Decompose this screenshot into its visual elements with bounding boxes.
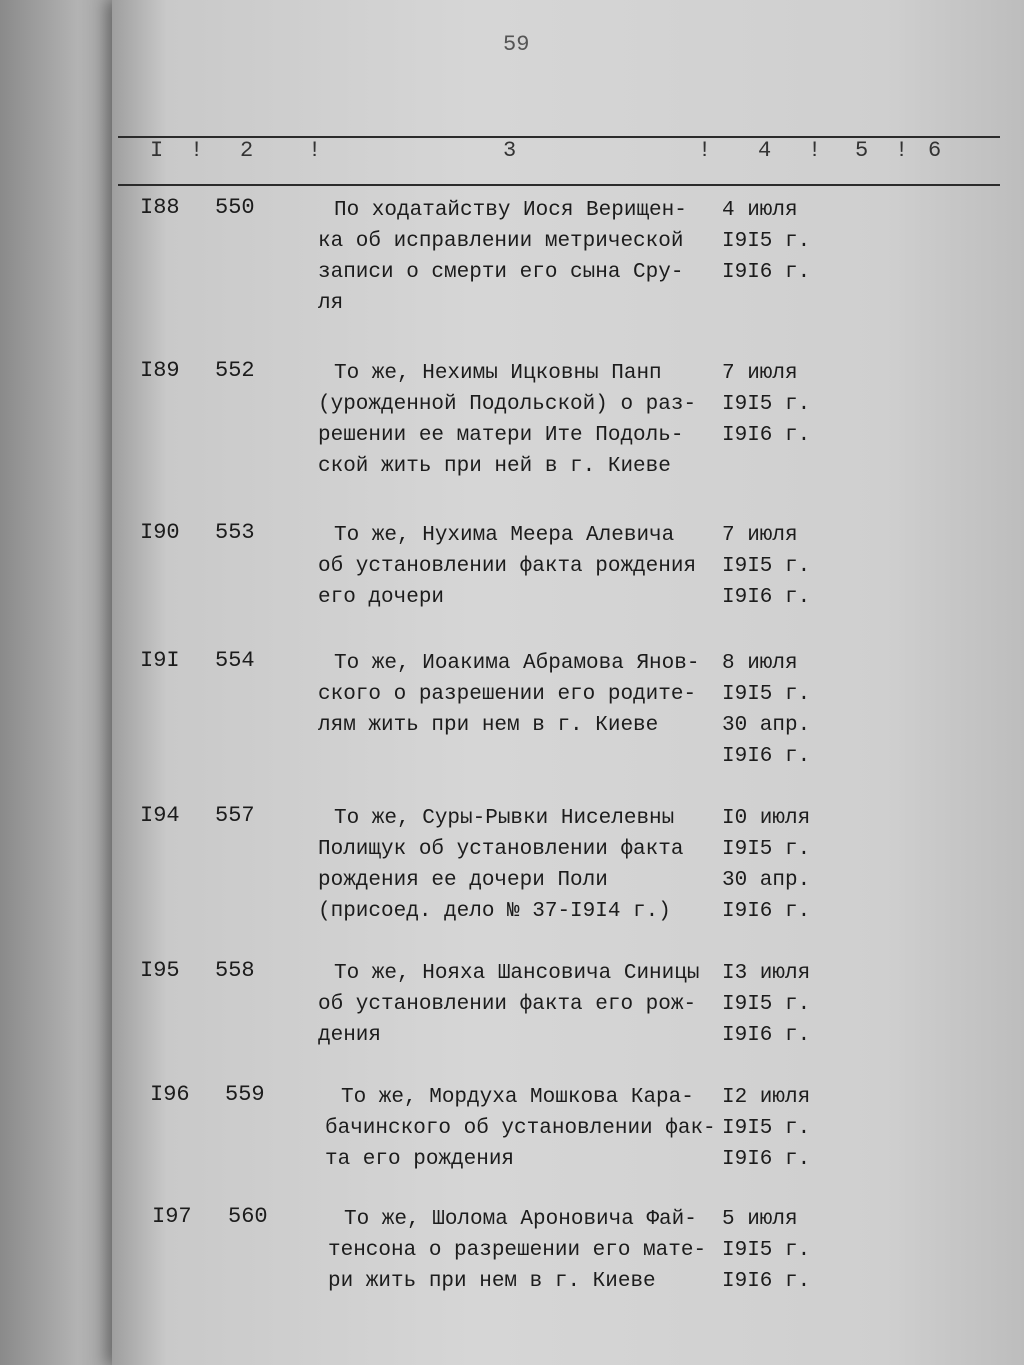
- description-line: записи о смерти его сына Сру-: [318, 261, 684, 284]
- date-line: I9I5 г.: [722, 1117, 811, 1140]
- date-line: I9I5 г.: [722, 230, 811, 253]
- row-dates: [722, 803, 810, 927]
- description-line: То же, Суры-Рывки Ниселевны: [334, 807, 675, 830]
- date-line: I3 июля: [722, 962, 811, 985]
- row-dates: [722, 958, 810, 1051]
- description-line: дения: [318, 1024, 382, 1047]
- row-number: I9I: [140, 648, 180, 673]
- description-line: (присоед. дело № 37-I9I4 г.): [318, 900, 671, 923]
- description-line: об установлении факта рождения: [318, 555, 697, 578]
- column-separator: !: [308, 138, 322, 163]
- column-separator: !: [190, 138, 204, 163]
- row-dates: [722, 1082, 810, 1175]
- column-header-4: 4: [758, 138, 772, 163]
- column-header-3: 3: [503, 138, 517, 163]
- description-line: ри жить при нем в г. Киеве: [328, 1270, 656, 1293]
- row-number: I95: [140, 958, 180, 983]
- description-line: решении ее матери Ите Подоль-: [318, 424, 684, 447]
- row-description: [318, 648, 718, 741]
- description-line: тенсона о разрешении его мате-: [328, 1239, 707, 1262]
- date-line: I9I6 г.: [722, 261, 811, 284]
- date-line: I9I5 г.: [722, 555, 811, 578]
- date-line: I9I5 г.: [722, 993, 811, 1016]
- description-line: бачинского об установлении фак-: [325, 1117, 716, 1140]
- row-description: [328, 1204, 728, 1297]
- description-line: ка об исправлении метрической: [318, 230, 684, 253]
- row-dates: [722, 648, 810, 772]
- description-line: (урожденной Подольской) о раз-: [318, 393, 697, 416]
- date-line: 8 июля: [722, 652, 798, 675]
- row-number: I96: [150, 1082, 190, 1107]
- description-line: ского о разрешении его родите-: [318, 683, 697, 706]
- row-description: [318, 520, 718, 613]
- file-number: 560: [228, 1204, 268, 1229]
- facing-page-edge: [0, 0, 130, 1365]
- date-line: 7 июля: [722, 362, 798, 385]
- date-line: I2 июля: [722, 1086, 811, 1109]
- date-line: 4 июля: [722, 199, 798, 222]
- column-header-2: 2: [240, 138, 254, 163]
- row-dates: [722, 358, 810, 451]
- row-description: [318, 195, 718, 319]
- row-number: I94: [140, 803, 180, 828]
- row-description: [325, 1082, 725, 1175]
- description-line: та его рождения: [325, 1148, 515, 1171]
- row-number: I89: [140, 358, 180, 383]
- description-line: То же, Нехимы Ицковны Панп: [334, 362, 662, 385]
- date-line: 5 июля: [722, 1208, 798, 1231]
- column-separator: !: [895, 138, 909, 163]
- row-description: [318, 803, 718, 927]
- description-line: То же, Нухима Меера Алевича: [334, 524, 675, 547]
- description-line: его дочери: [318, 586, 445, 609]
- date-line: I9I5 г.: [722, 1239, 811, 1262]
- description-line: рождения ее дочери Поли: [318, 869, 608, 892]
- description-line: ля: [318, 292, 344, 315]
- description-line: То же, Нояха Шансовича Синицы: [334, 962, 700, 985]
- date-line: 7 июля: [722, 524, 798, 547]
- row-dates: [722, 1204, 810, 1297]
- file-number: 550: [215, 195, 255, 220]
- date-line: I9I6 г.: [722, 745, 811, 768]
- column-separator: !: [808, 138, 822, 163]
- file-number: 554: [215, 648, 255, 673]
- description-line: То же, Мордуха Мошкова Кара-: [341, 1086, 694, 1109]
- date-line: I9I6 г.: [722, 900, 811, 923]
- row-number: I90: [140, 520, 180, 545]
- file-number: 557: [215, 803, 255, 828]
- description-line: То же, Иоакима Абрамова Янов-: [334, 652, 700, 675]
- date-line: I9I6 г.: [722, 1148, 811, 1171]
- date-line: 30 апр.: [722, 714, 811, 737]
- date-line: I9I6 г.: [722, 424, 811, 447]
- description-line: лям жить при нем в г. Киеве: [318, 714, 659, 737]
- date-line: I9I6 г.: [722, 1270, 811, 1293]
- column-header-5: 5: [855, 138, 869, 163]
- file-number: 552: [215, 358, 255, 383]
- file-number: 558: [215, 958, 255, 983]
- date-line: 30 апр.: [722, 869, 811, 892]
- description-line: То же, Шолома Ароновича Фай-: [344, 1208, 697, 1231]
- date-line: I9I6 г.: [722, 586, 811, 609]
- page-number: 59: [503, 32, 530, 57]
- date-line: I9I5 г.: [722, 393, 811, 416]
- row-number: I88: [140, 195, 180, 220]
- column-header-1: I: [150, 138, 164, 163]
- description-line: Полищук об установлении факта: [318, 838, 684, 861]
- column-header-6: 6: [928, 138, 942, 163]
- date-line: I9I5 г.: [722, 838, 811, 861]
- date-line: I9I5 г.: [722, 683, 811, 706]
- date-line: I9I6 г.: [722, 1024, 811, 1047]
- row-number: I97: [152, 1204, 192, 1229]
- row-dates: [722, 195, 810, 288]
- description-line: ской жить при ней в г. Киеве: [318, 455, 671, 478]
- date-line: I0 июля: [722, 807, 811, 830]
- row-dates: [722, 520, 810, 613]
- description-line: об установлении факта его рож-: [318, 993, 697, 1016]
- row-description: [318, 358, 718, 482]
- header-rule-bottom: [118, 184, 1000, 186]
- row-description: [318, 958, 718, 1051]
- file-number: 559: [225, 1082, 265, 1107]
- description-line: По ходатайству Иося Верищен-: [334, 199, 687, 222]
- column-separator: !: [698, 138, 712, 163]
- file-number: 553: [215, 520, 255, 545]
